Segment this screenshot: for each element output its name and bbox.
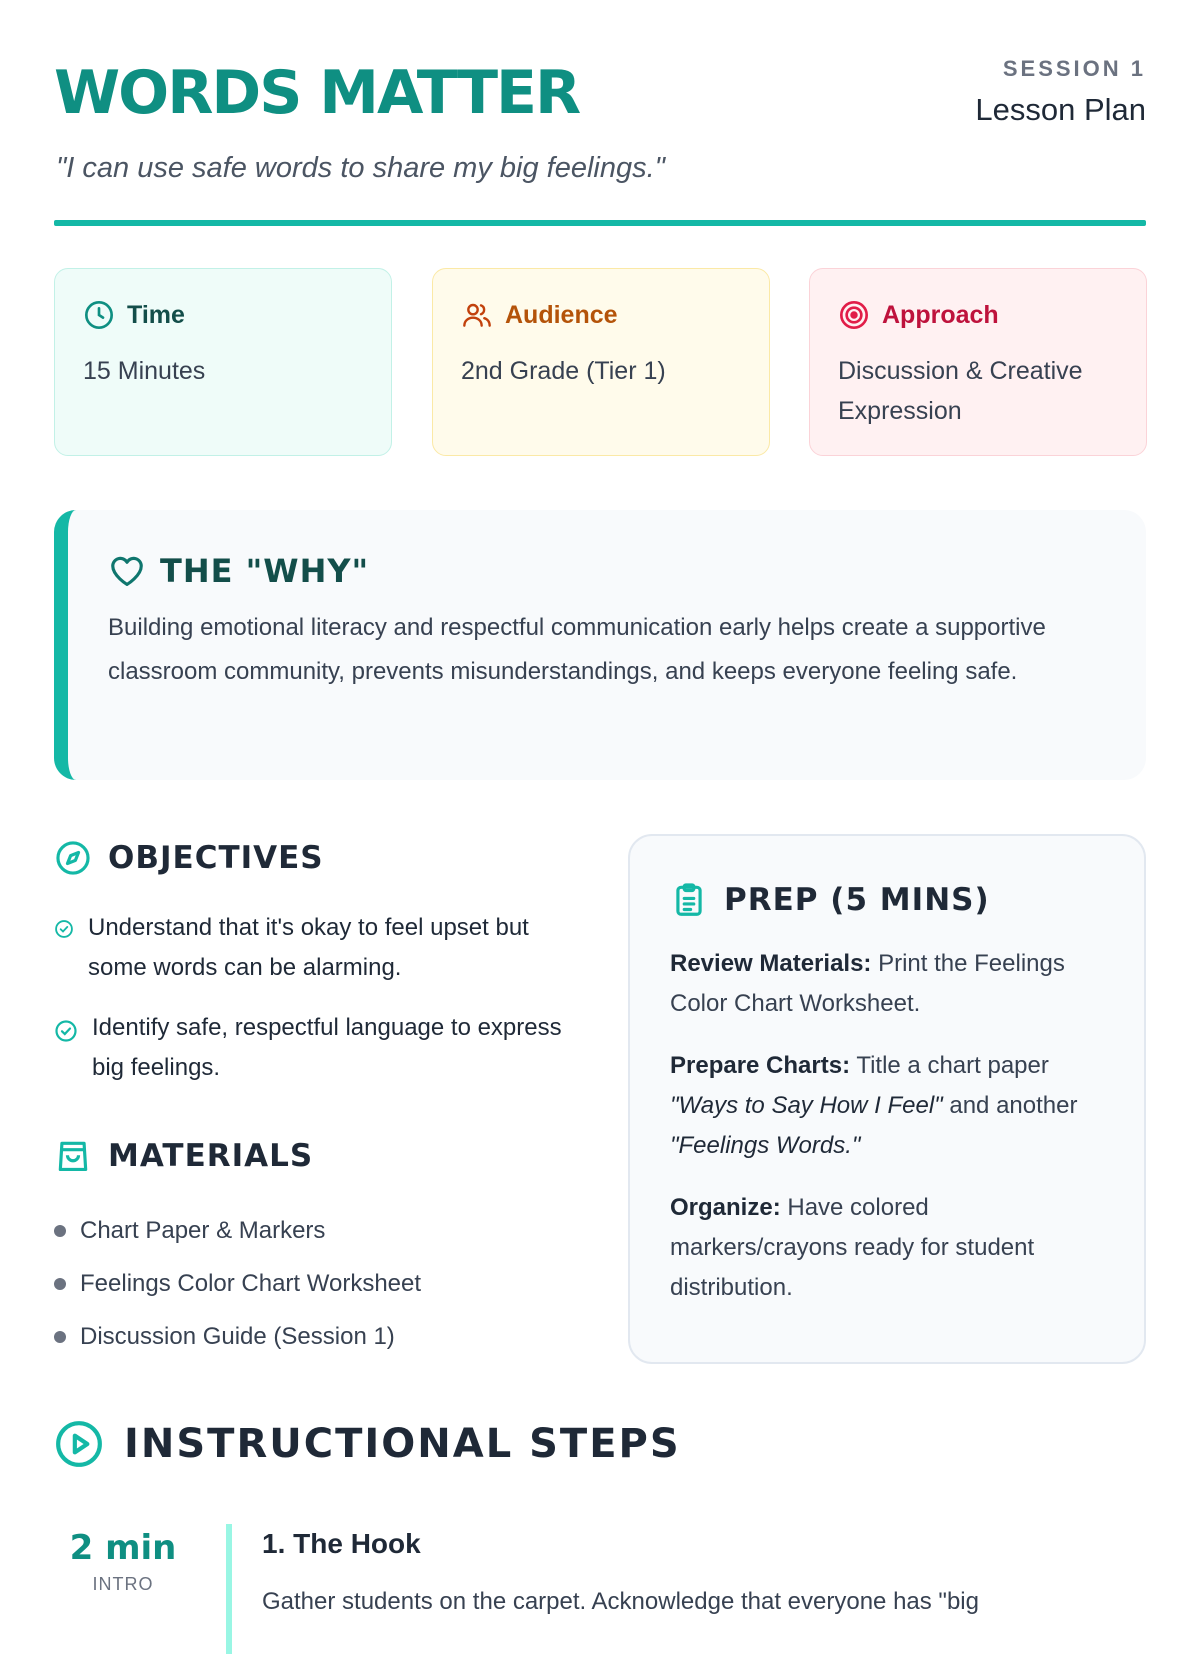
objective-item [54, 1008, 574, 1088]
step-divider [226, 1524, 232, 1654]
bullet-dot [54, 1278, 66, 1290]
prep-review-label: Review Materials: [670, 950, 872, 977]
header-divider [54, 220, 1146, 226]
step-item [54, 1524, 1146, 1654]
users-icon [461, 299, 493, 331]
lesson-plan-page [54, 0, 1146, 1615]
prep-box [628, 834, 1146, 1364]
bullet-dot [54, 1225, 66, 1237]
header [54, 0, 1146, 226]
session-label: SESSION 1 [1002, 56, 1146, 81]
prep-chart-title-2: "Feelings Words." [670, 1132, 861, 1159]
why-title: THE "WHY" [160, 552, 370, 590]
bullet-dot [54, 1331, 66, 1343]
page-title: WORDS MATTER [54, 58, 580, 128]
shopping-bag-icon [54, 1137, 92, 1175]
objective-text: Identify safe, respectful language to express big feelings. [92, 1014, 562, 1081]
approach-card-title: Approach [882, 300, 999, 329]
why-section [54, 510, 1146, 780]
step-duration-block [68, 1528, 178, 1595]
step-text: Gather students on the carpet. Acknowledge that everyone has "big [262, 1588, 979, 1615]
prep-charts-label: Prepare Charts: [670, 1052, 851, 1079]
prep-organize-text: Have colored markers/crayons ready for student distribution. [670, 1194, 1035, 1301]
play-circle-icon [54, 1419, 104, 1469]
approach-card-value: Discussion & Creative Expression [838, 357, 1083, 425]
check-circle-icon [54, 919, 74, 988]
objective-text: Understand that it's okay to feel upset but some words can be alarming. [88, 914, 529, 981]
left-column [54, 836, 574, 1363]
prep-review [670, 944, 1104, 1024]
time-card-title: Time [127, 300, 185, 329]
prep-charts-text: Title a chart paper [850, 1052, 1049, 1079]
prep-charts-text: and another [942, 1092, 1078, 1119]
objectives-title: OBJECTIVES [108, 840, 324, 876]
material-item [54, 1257, 574, 1310]
prep-organize [670, 1188, 1104, 1308]
audience-card [432, 268, 770, 456]
why-text: Building emotional literacy and respectful communication early helps create a supportive classroom community, prevents misunderstandings, and keeps everyone feeling safe. [108, 614, 1046, 685]
objective-item [54, 908, 574, 988]
material-text: Chart Paper & Markers [80, 1216, 326, 1244]
prep-review-text: Print the Feelings Color Chart Worksheet. [670, 950, 1065, 1017]
material-item [54, 1204, 574, 1257]
steps-title: INSTRUCTIONAL STEPS [124, 1421, 681, 1467]
audience-card-title: Audience [505, 300, 618, 329]
time-card-value: 15 Minutes [83, 357, 206, 385]
material-text: Feelings Color Chart Worksheet [80, 1269, 422, 1297]
compass-icon [54, 839, 92, 877]
audience-card-value: 2nd Grade (Tier 1) [461, 357, 666, 385]
prep-organize-label: Organize: [670, 1194, 781, 1221]
clipboard-icon [670, 881, 708, 919]
target-icon [838, 299, 870, 331]
instructional-steps-section [54, 1416, 1146, 1654]
document-type: Lesson Plan [975, 92, 1146, 127]
check-circle-icon [54, 1019, 78, 1088]
material-text: Discussion Guide (Session 1) [80, 1322, 395, 1350]
prep-chart-title-1: "Ways to Say How I Feel" [670, 1092, 943, 1119]
clock-icon [83, 299, 115, 331]
page-subtitle: "I can use safe words to share my big feelings." [56, 152, 665, 184]
materials-title: MATERIALS [108, 1138, 314, 1174]
step-duration: 2 min [69, 1528, 177, 1568]
materials-section [54, 1134, 574, 1363]
approach-card [809, 268, 1147, 456]
prep-title: PREP (5 MINS) [724, 882, 990, 918]
material-item [54, 1310, 574, 1363]
objectives-section [54, 836, 574, 1088]
prep-charts [670, 1046, 1104, 1166]
time-card [54, 268, 392, 456]
step-phase: INTRO [92, 1574, 154, 1594]
step-title: 1. The Hook [262, 1528, 421, 1559]
info-cards [54, 268, 1146, 458]
step-body [262, 1528, 1122, 1622]
heart-icon [108, 552, 146, 590]
